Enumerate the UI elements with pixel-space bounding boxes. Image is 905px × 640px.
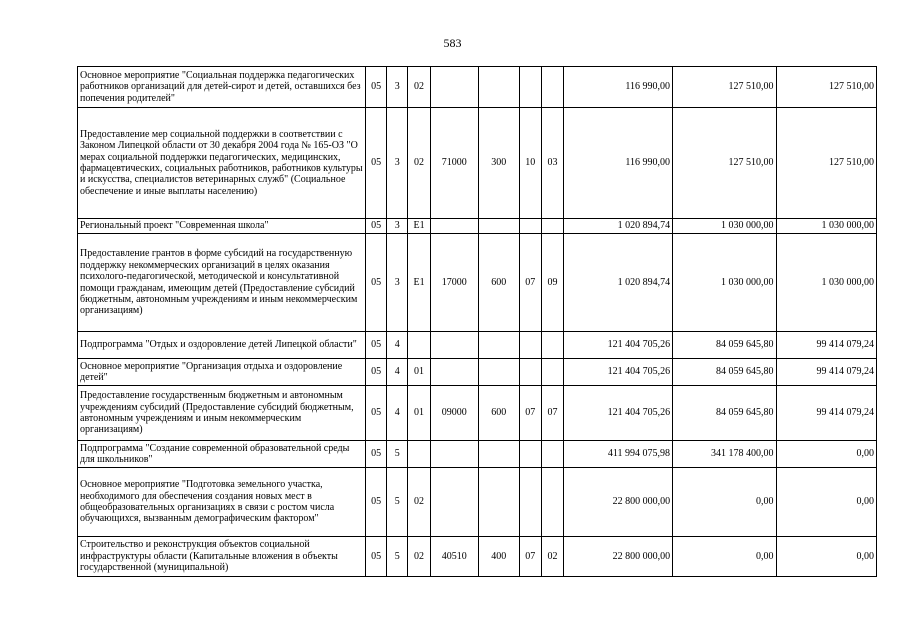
code-cell [430, 219, 478, 234]
row-name: Региональный проект "Современная школа" [78, 219, 366, 234]
amount-cell: 99 414 079,24 [776, 359, 876, 386]
row-name: Основное мероприятие "Социальная поддержка педагогических работников организаций для детей-сирот и детей, оставшихся без попечения родителей" [78, 67, 366, 108]
code-cell: E1 [408, 219, 431, 234]
amount-cell: 127 510,00 [776, 108, 876, 219]
code-cell: 4 [387, 386, 408, 441]
row-name: Предоставление государственным бюджетным и автономным учреждениям субсидий (Предоставление субсидий бюджетным, автономным учреждениям и иным некоммерческим организациям) [78, 386, 366, 441]
code-cell: 5 [387, 468, 408, 537]
code-cell [430, 441, 478, 468]
amount-cell: 0,00 [776, 468, 876, 537]
budget-table [77, 66, 877, 577]
code-cell [478, 219, 519, 234]
code-cell [478, 67, 519, 108]
code-cell: 01 [408, 359, 431, 386]
code-cell [430, 359, 478, 386]
amount-cell: 1 030 000,00 [776, 219, 876, 234]
code-cell: 05 [365, 468, 387, 537]
amount-cell: 121 404 705,26 [564, 359, 673, 386]
table-row [78, 108, 877, 219]
code-cell: 3 [387, 67, 408, 108]
code-cell: 40510 [430, 537, 478, 577]
row-name: Предоставление мер социальной поддержки в соответствии с Законом Липецкой области от 30 декабря 2004 года № 165-ОЗ "О мерах социальной поддержки педагогических, медицинских, фармацевтических, социальных работников, работников культуры и искусства, специалистов ветеринарных служб" (Социальное обеспечение и иные выплаты населению) [78, 108, 366, 219]
code-cell [519, 67, 541, 108]
table-row [78, 386, 877, 441]
amount-cell: 0,00 [673, 468, 776, 537]
code-cell [541, 441, 564, 468]
row-name: Основное мероприятие "Организация отдыха и оздоровление детей" [78, 359, 366, 386]
code-cell: 300 [478, 108, 519, 219]
code-cell: E1 [408, 234, 431, 332]
row-name: Подпрограмма "Создание современной образовательной среды для школьников" [78, 441, 366, 468]
table-row [78, 219, 877, 234]
row-name: Основное мероприятие "Подготовка земельного участка, необходимого для обеспечения создания новых мест в общеобразовательных организациях в связи с ростом числа обучающихся, вызванным демографическим фактором" [78, 468, 366, 537]
amount-cell: 1 030 000,00 [673, 234, 776, 332]
amount-cell: 1 030 000,00 [776, 234, 876, 332]
table-row [78, 537, 877, 577]
amount-cell: 0,00 [776, 537, 876, 577]
code-cell [541, 468, 564, 537]
row-name: Предоставление грантов в форме субсидий на государственную поддержку некоммерческих организаций в целях оказания психолого-педагогической, методической и консультативной помощи гражданам, имеющим детей (Предоставление субсидий бюджетным, автономным учреждениям и иным некоммерческим организациям) [78, 234, 366, 332]
code-cell: 3 [387, 219, 408, 234]
code-cell: 17000 [430, 234, 478, 332]
code-cell: 07 [519, 386, 541, 441]
amount-cell: 0,00 [673, 537, 776, 577]
amount-cell: 99 414 079,24 [776, 386, 876, 441]
code-cell [519, 332, 541, 359]
table-row [78, 468, 877, 537]
page-number: 583 [443, 36, 462, 50]
code-cell: 07 [519, 234, 541, 332]
code-cell: 05 [365, 67, 387, 108]
code-cell: 03 [541, 108, 564, 219]
code-cell: 02 [541, 537, 564, 577]
table-row [78, 234, 877, 332]
table-row [78, 332, 877, 359]
code-cell [519, 359, 541, 386]
code-cell [430, 67, 478, 108]
amount-cell: 1 020 894,74 [564, 234, 673, 332]
code-cell [519, 468, 541, 537]
code-cell: 05 [365, 234, 387, 332]
table-body [78, 67, 877, 577]
row-name: Подпрограмма "Отдых и оздоровление детей Липецкой области" [78, 332, 366, 359]
code-cell: 05 [365, 108, 387, 219]
code-cell [519, 219, 541, 234]
code-cell: 71000 [430, 108, 478, 219]
code-cell: 07 [519, 537, 541, 577]
amount-cell: 84 059 645,80 [673, 332, 776, 359]
code-cell: 5 [387, 441, 408, 468]
code-cell [478, 468, 519, 537]
code-cell [408, 441, 431, 468]
code-cell: 02 [408, 537, 431, 577]
code-cell: 09000 [430, 386, 478, 441]
amount-cell: 411 994 075,98 [564, 441, 673, 468]
code-cell: 3 [387, 108, 408, 219]
amount-cell: 116 990,00 [564, 67, 673, 108]
amount-cell: 121 404 705,26 [564, 332, 673, 359]
amount-cell: 127 510,00 [673, 67, 776, 108]
amount-cell: 127 510,00 [776, 67, 876, 108]
amount-cell: 22 800 000,00 [564, 468, 673, 537]
amount-cell: 0,00 [776, 441, 876, 468]
amount-cell: 341 178 400,00 [673, 441, 776, 468]
code-cell: 09 [541, 234, 564, 332]
code-cell: 05 [365, 441, 387, 468]
code-cell: 400 [478, 537, 519, 577]
amount-cell: 1 030 000,00 [673, 219, 776, 234]
code-cell: 4 [387, 359, 408, 386]
amount-cell: 84 059 645,80 [673, 386, 776, 441]
code-cell [541, 359, 564, 386]
code-cell: 600 [478, 386, 519, 441]
code-cell: 05 [365, 537, 387, 577]
code-cell: 02 [408, 468, 431, 537]
table-row [78, 441, 877, 468]
code-cell: 3 [387, 234, 408, 332]
amount-cell: 121 404 705,26 [564, 386, 673, 441]
code-cell: 05 [365, 332, 387, 359]
code-cell [478, 441, 519, 468]
code-cell: 05 [365, 359, 387, 386]
code-cell: 05 [365, 219, 387, 234]
code-cell: 02 [408, 67, 431, 108]
code-cell [541, 332, 564, 359]
amount-cell: 84 059 645,80 [673, 359, 776, 386]
code-cell [408, 332, 431, 359]
code-cell: 600 [478, 234, 519, 332]
amount-cell: 1 020 894,74 [564, 219, 673, 234]
code-cell: 02 [408, 108, 431, 219]
code-cell [519, 441, 541, 468]
table-row [78, 359, 877, 386]
code-cell: 07 [541, 386, 564, 441]
code-cell [541, 219, 564, 234]
table-row [78, 67, 877, 108]
row-name: Строительство и реконструкция объектов социальной инфраструктуры области (Капитальные вложения в объекты государственной (муниципальной) [78, 537, 366, 577]
code-cell [430, 468, 478, 537]
code-cell: 4 [387, 332, 408, 359]
code-cell [478, 332, 519, 359]
code-cell [478, 359, 519, 386]
code-cell: 10 [519, 108, 541, 219]
amount-cell: 127 510,00 [673, 108, 776, 219]
amount-cell: 22 800 000,00 [564, 537, 673, 577]
code-cell: 05 [365, 386, 387, 441]
code-cell: 5 [387, 537, 408, 577]
code-cell [430, 332, 478, 359]
code-cell [541, 67, 564, 108]
amount-cell: 99 414 079,24 [776, 332, 876, 359]
code-cell: 01 [408, 386, 431, 441]
amount-cell: 116 990,00 [564, 108, 673, 219]
